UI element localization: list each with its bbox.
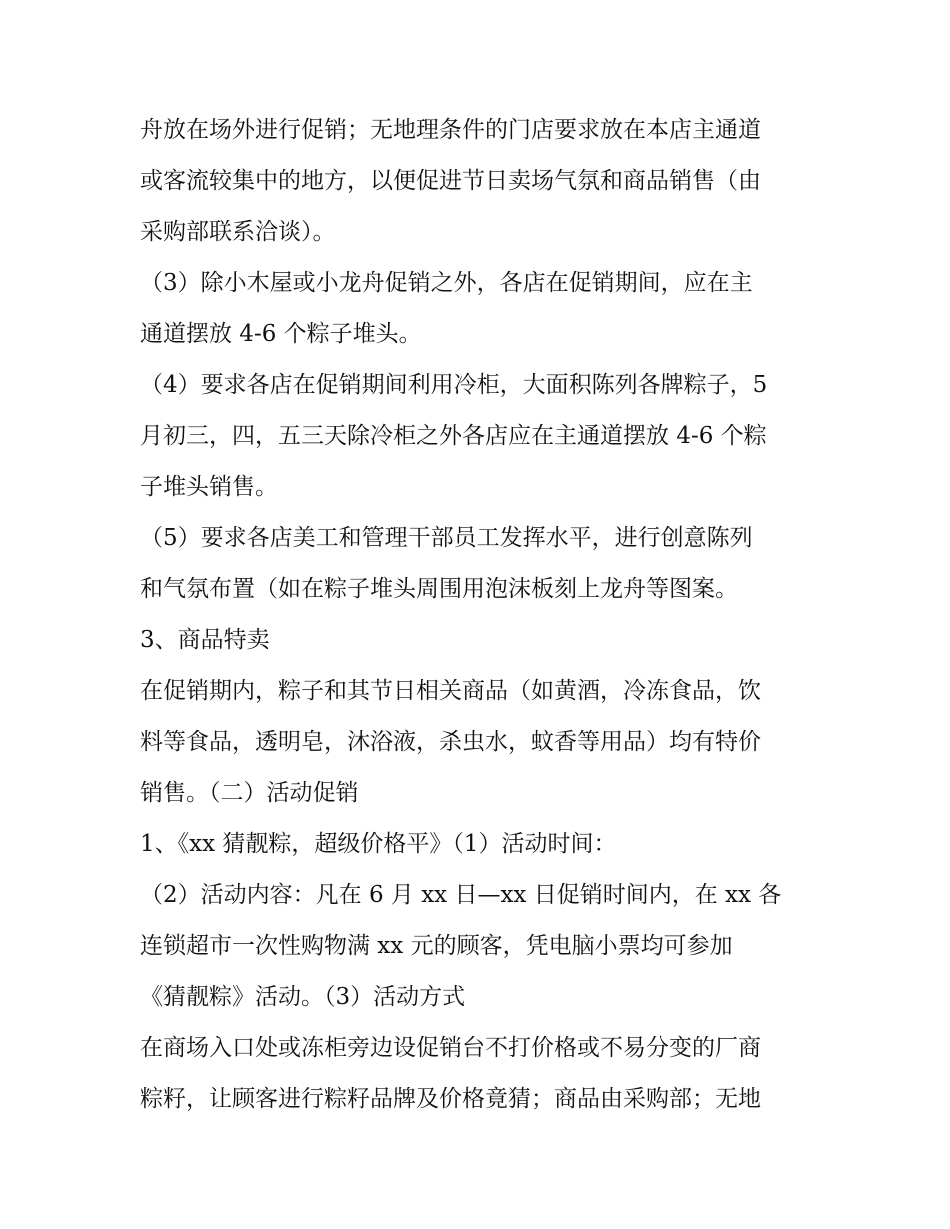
text-line-14: 销售。（二）活动促销	[140, 780, 359, 806]
text-line-13: 料等食品，透明皂，沐浴液，杀虫水，蚊香等用品）均有特价	[140, 729, 761, 755]
text-line-8: 子堆头销售。	[140, 474, 278, 500]
text-line-18: 《猜靓粽》活动。（3）活动方式	[140, 984, 466, 1010]
text-line-9: （5）要求各店美工和管理干部员工发挥水平，进行创意陈列	[140, 525, 753, 551]
text-line-10: 和气氛布置（如在粽子堆头周围用泡沫板刻上龙舟等图案。	[140, 576, 738, 602]
body-text	[140, 105, 830, 1125]
section-heading: 3、商品特卖	[140, 627, 270, 653]
text-line-5: 通道摆放 4-6 个粽子堆头。	[140, 321, 422, 347]
text-line-20: 粽籽，让顾客进行粽籽品牌及价格竟猜；商品由采购部；无地	[140, 1086, 761, 1112]
text-line-15: 1、《xx 猜靓粽，超级价格平》（1）活动时间：	[140, 831, 617, 857]
text-line-4: （3）除小木屋或小龙舟促销之外，各店在促销期间，应在主	[140, 270, 753, 296]
text-line-17: 连锁超市一次性购物满 xx 元的顾客，凭电脑小票均可参加	[140, 933, 733, 959]
text-line-12: 在促销期内，粽子和其节日相关商品（如黄酒，冷冻食品，饮	[140, 678, 761, 704]
text-line-16: （2）活动内容：凡在 6 月 xx 日—xx 日促销时间内，在 xx 各	[140, 882, 782, 908]
text-line-19: 在商场入口处或冻柜旁边设促销台不打价格或不易分变的厂商	[140, 1035, 761, 1061]
text-line-1: 舟放在场外进行促销；无地理条件的门店要求放在本店主通道	[140, 117, 761, 143]
text-line-6: （4）要求各店在促销期间利用冷柜，大面积陈列各牌粽子，5	[140, 372, 768, 398]
text-line-2: 或客流较集中的地方，以便促进节日卖场气氛和商品销售（由	[140, 168, 761, 194]
text-line-3: 采购部联系洽谈）。	[140, 219, 336, 245]
text-line-7: 月初三，四，五三天除冷柜之外各店应在主通道摆放 4-6 个粽	[140, 423, 767, 449]
